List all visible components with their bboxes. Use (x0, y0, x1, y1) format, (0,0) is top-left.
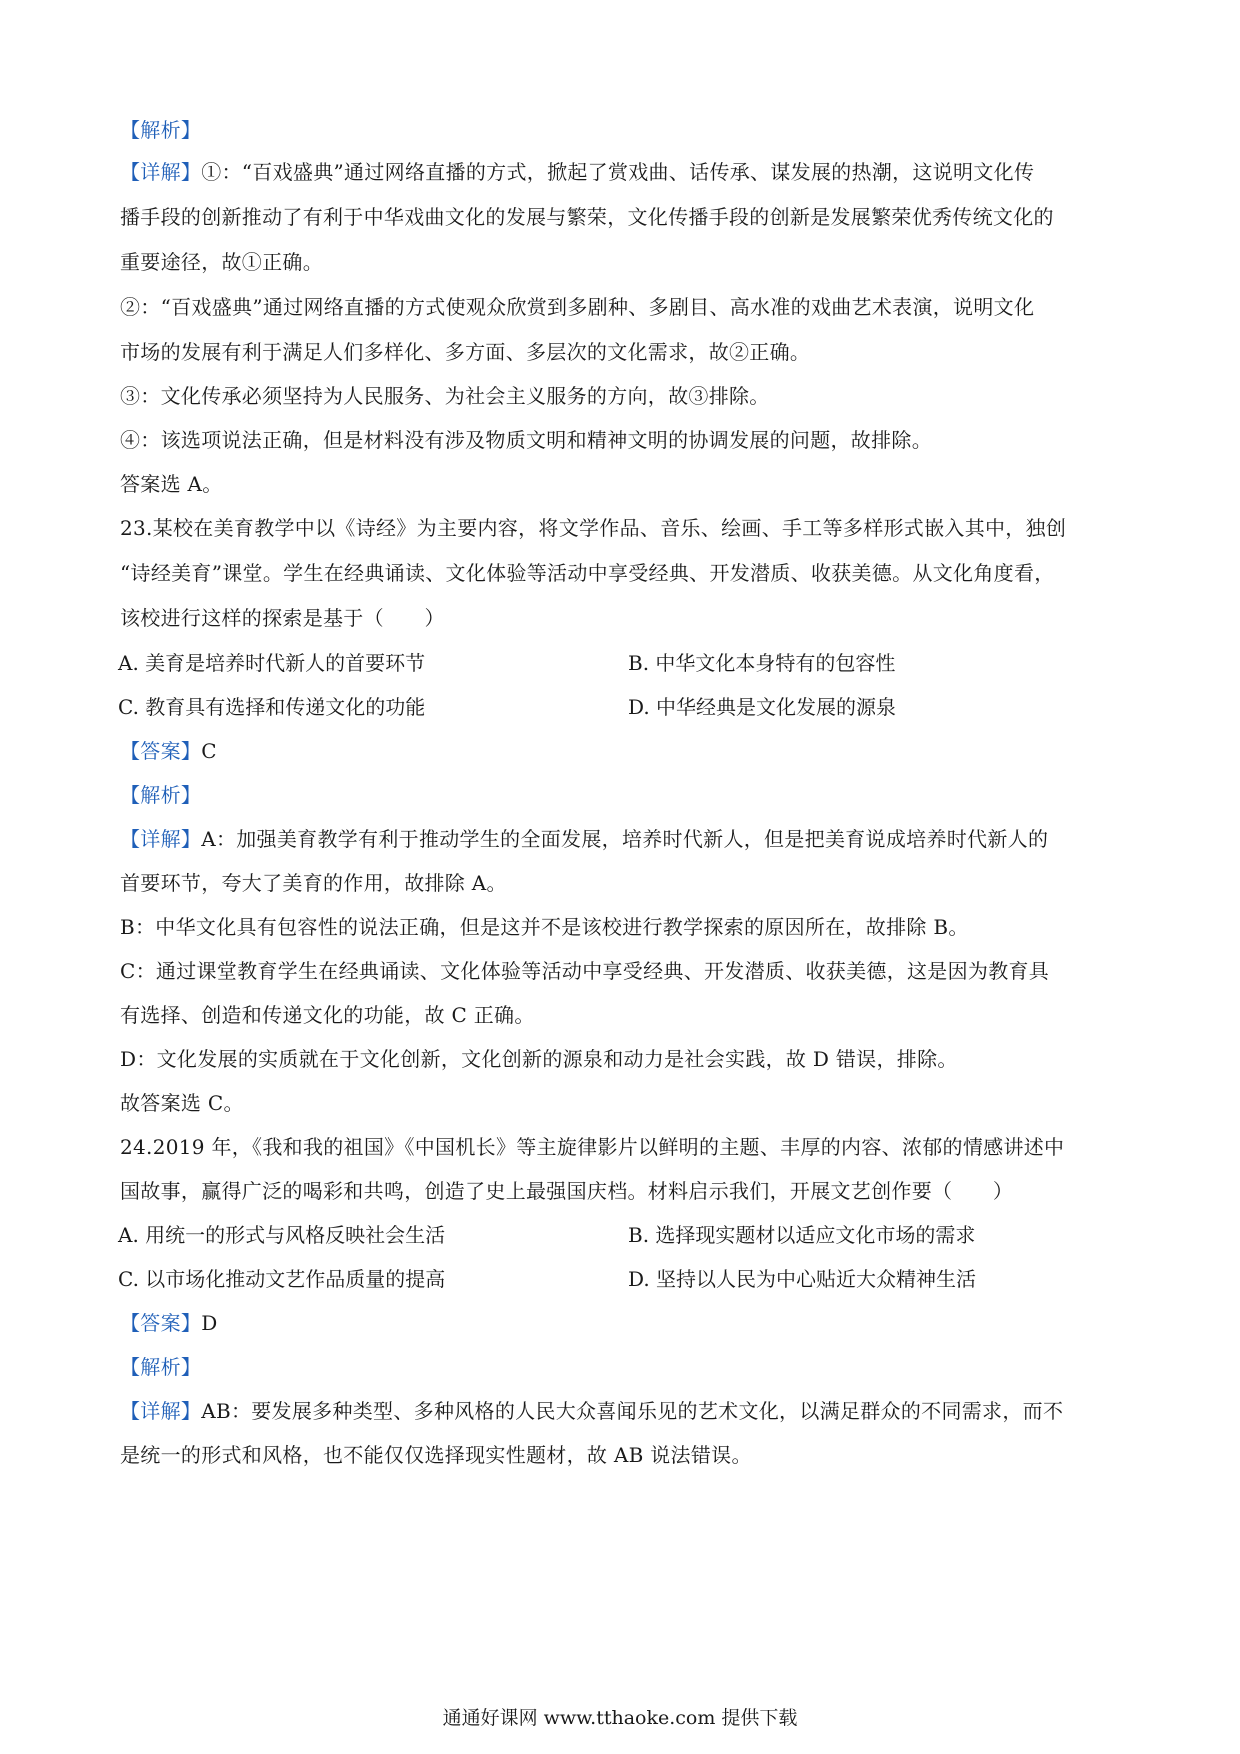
text-line: 【详解】AB：要发展多种类型、多种风格的人民大众喜闻乐见的艺术文化，以满足群众的不同需求，而不 (120, 1399, 1064, 1423)
option-b: B. 中华文化本身特有的包容性 (628, 651, 896, 675)
text-line: ②：“百戏盛典”通过网络直播的方式使观众欣赏到多剧种、多剧目、高水准的戏曲艺术表演，说明文化 (120, 295, 1035, 319)
answer-line: 【答案】D (120, 1311, 218, 1335)
option-a: A. 用统一的形式与风格反映社会生活 (118, 1223, 446, 1247)
option-d: D. 坚持以人民为中心贴近大众精神生活 (628, 1267, 977, 1291)
text-line: 重要途径，故①正确。 (120, 250, 323, 274)
text-line: 是统一的形式和风格，也不能仅仅选择现实性题材，故 AB 说法错误。 (120, 1443, 752, 1467)
section-tag: 【答案】 (120, 1311, 202, 1335)
text-line: ④：该选项说法正确，但是材料没有涉及物质文明和精神文明的协调发展的问题，故排除。 (120, 428, 932, 452)
answer-line: 【答案】C (120, 739, 217, 763)
text-line: 【详解】A：加强美育教学有利于推动学生的全面发展，培养时代新人，但是把美育说成培养时代新人的 (120, 827, 1049, 851)
text-line: 答案选 A。 (120, 472, 223, 496)
option-b: B. 选择现实题材以适应文化市场的需求 (628, 1223, 976, 1247)
text-line: 播手段的创新推动了有利于中华戏曲文化的发展与繁荣，文化传播手段的创新是发展繁荣优秀传统文化的 (120, 205, 1054, 229)
text-line: 有选择、创造和传递文化的功能，故 C 正确。 (120, 1003, 535, 1027)
text-line: 故答案选 C。 (120, 1091, 244, 1115)
section-tag: 【详解】 (120, 1399, 202, 1423)
section-tag: 【解析】 (120, 783, 202, 807)
text-line: 市场的发展有利于满足人们多样化、多方面、多层次的文化需求，故②正确。 (120, 340, 811, 364)
question-24-stem: 国故事，赢得广泛的喝彩和共鸣，创造了史上最强国庆档。材料启示我们，开展文艺创作要（ ） (120, 1179, 1014, 1203)
text-line: 首要环节，夸大了美育的作用，故排除 A。 (120, 871, 507, 895)
question-23-stem: 23.某校在美育教学中以《诗经》为主要内容，将文学作品、音乐、绘画、手工等多样形式嵌入其中，独创 (120, 516, 1067, 540)
question-23-stem: “诗经美育”课堂。学生在经典诵读、文化体验等活动中享受经典、开发潜质、收获美德。从文化角度看， (120, 561, 1055, 585)
section-tag: 【详解】 (120, 160, 202, 184)
section-tag: 【答案】 (120, 739, 202, 763)
question-24-stem: 24.2019 年，《我和我的祖国》《中国机长》等主旋律影片以鲜明的主题、丰厚的内容、浓郁的情感讲述中 (120, 1135, 1065, 1159)
page-footer: 通通好课网 www.tthaoke.com 提供下载 (442, 1707, 798, 1729)
text-line: 【详解】①：“百戏盛典”通过网络直播的方式，掀起了赏戏曲、话传承、谋发展的热潮，这说明文化传 (120, 160, 1035, 184)
text-line (120, 1353, 1130, 1381)
option-c: C. 教育具有选择和传递文化的功能 (118, 695, 426, 719)
option-d: D. 中华经典是文化发展的源泉 (628, 695, 897, 719)
option-a: A. 美育是培养时代新人的首要环节 (118, 651, 426, 675)
text-line: C：通过课堂教育学生在经典诵读、文化体验等活动中享受经典、开发潜质、收获美德，这是因为教育具 (120, 959, 1050, 983)
question-23-stem: 该校进行这样的探索是基于（ ） (120, 606, 445, 630)
section-tag: 【解析】 (120, 1355, 202, 1379)
section-tag: 【解析】 (120, 118, 202, 142)
text-line: ③：文化传承必须坚持为人民服务、为社会主义服务的方向，故③排除。 (120, 384, 770, 408)
text-line (120, 116, 1130, 144)
text-line: D：文化发展的实质就在于文化创新，文化创新的源泉和动力是社会实践，故 D 错误，排除。 (120, 1047, 958, 1071)
section-tag: 【详解】 (120, 827, 202, 851)
text-line (120, 781, 1130, 809)
text-line: B：中华文化具有包容性的说法正确，但是这并不是该校进行教学探索的原因所在，故排除 B。 (120, 915, 969, 939)
option-c: C. 以市场化推动文艺作品质量的提高 (118, 1267, 446, 1291)
